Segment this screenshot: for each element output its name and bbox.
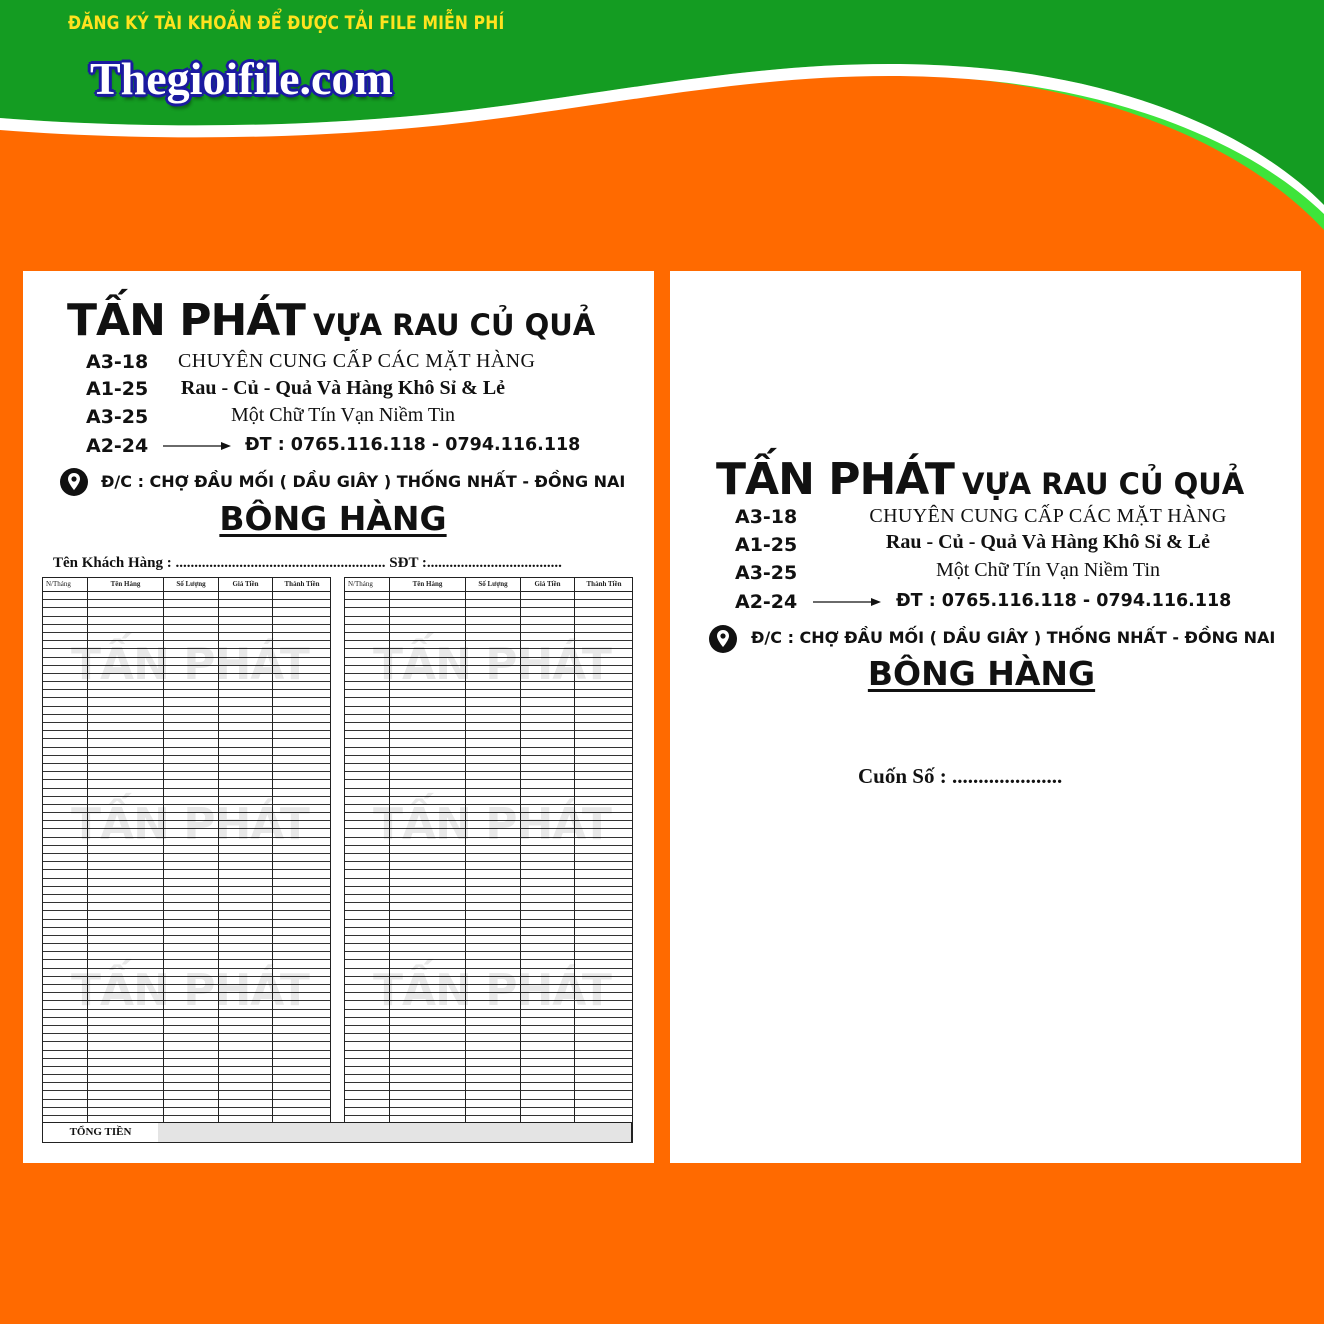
column-header-amount: Thành Tiền — [284, 580, 320, 588]
download-banner — [0, 0, 1324, 240]
column-header-amount: Thành Tiền — [586, 580, 622, 588]
arrow-right-icon — [163, 440, 231, 452]
service-line: CHUYÊN CUNG CẤP CÁC MẶT HÀNG — [869, 505, 1227, 527]
brand-tagline: VỰA RAU CỦ QUẢ — [312, 308, 596, 342]
total-row — [42, 1122, 632, 1143]
stall-code: A3-18 — [86, 351, 149, 373]
stall-code: A1-25 — [86, 378, 149, 400]
motto-line: Một Chữ Tín Vạn Niềm Tin — [230, 404, 456, 426]
stall-code: A3-25 — [735, 562, 798, 584]
phone-numbers: ĐT : 0765.116.118 - 0794.116.118 — [245, 435, 581, 455]
location-pin-icon — [708, 624, 738, 654]
watermark-text: TẤN PHÁT — [373, 799, 611, 850]
column-divider — [465, 578, 466, 1142]
column-divider — [218, 578, 219, 1142]
total-value-field — [158, 1123, 631, 1142]
column-divider — [389, 578, 390, 1142]
brand-name: TẤN PHÁT — [67, 295, 305, 346]
column-divider — [87, 578, 88, 1142]
column-header-price: Giá Tiền — [534, 580, 561, 588]
site-logo[interactable]: Thegioifile.com — [90, 53, 393, 104]
form-header — [23, 295, 654, 555]
stall-code: A2-24 — [735, 591, 798, 613]
watermark-text: TẤN PHÁT — [71, 799, 309, 850]
column-header-month: N/Tháng — [46, 580, 71, 588]
column-divider — [574, 578, 575, 1142]
total-label: TỔNG TIỀN — [69, 1126, 132, 1138]
motto-line: Một Chữ Tín Vạn Niềm Tin — [935, 559, 1161, 581]
watermark-text: TẤN PHÁT — [373, 965, 611, 1016]
address: Đ/C : CHỢ ĐẦU MỐI ( DẦU GIÂY ) THỐNG NHẤT - ĐỒNG NAI — [101, 472, 626, 491]
watermark-text: TẤN PHÁT — [71, 639, 309, 690]
column-header-item: Tên Hàng — [412, 580, 443, 588]
column-header-item: Tên Hàng — [110, 580, 141, 588]
cover-header — [670, 454, 1301, 714]
phone-numbers: ĐT : 0765.116.118 - 0794.116.118 — [896, 591, 1232, 611]
service-line: CHUYÊN CUNG CẤP CÁC MẶT HÀNG — [178, 350, 536, 372]
column-header-quantity: Số Lượng — [478, 580, 508, 588]
receipt-cover-sheet — [670, 271, 1301, 1163]
products-line: Rau - Củ - Quả Và Hàng Khô Sỉ & Lẻ — [180, 377, 506, 399]
receipt-form-sheet — [23, 271, 654, 1163]
customer-info-line: Tên Khách Hàng : ........................................................ SĐT :.................................... — [53, 555, 562, 571]
arrow-right-icon — [813, 596, 881, 608]
watermark-text: TẤN PHÁT — [373, 639, 611, 690]
stall-code: A2-24 — [86, 435, 149, 457]
banner-tagline: ĐĂNG KÝ TÀI KHOẢN ĐỂ ĐƯỢC TẢI FILE MIỄN PHÍ — [68, 12, 505, 34]
book-number: Cuốn Số : ..................... — [858, 764, 1063, 788]
products-line: Rau - Củ - Quả Và Hàng Khô Sỉ & Lẻ — [885, 531, 1211, 553]
column-divider — [520, 578, 521, 1142]
brand — [716, 454, 1244, 505]
column-header-quantity: Số Lượng — [176, 580, 206, 588]
column-header-price: Giá Tiền — [232, 580, 259, 588]
banner-wave-graphic — [0, 0, 1324, 240]
column-header-month: N/Tháng — [348, 580, 373, 588]
items-table-left — [42, 577, 331, 1143]
brand-name: TẤN PHÁT — [716, 454, 954, 505]
watermark-text: TẤN PHÁT — [71, 965, 309, 1016]
location-pin-icon — [59, 467, 89, 497]
document-title: BÔNG HÀNG — [867, 654, 1096, 693]
document-title: BÔNG HÀNG — [219, 499, 447, 538]
brand — [67, 295, 595, 346]
column-divider — [272, 578, 273, 1142]
stall-code: A3-18 — [735, 506, 798, 528]
address: Đ/C : CHỢ ĐẦU MỐI ( DẦU GIÂY ) THỐNG NHẤT - ĐỒNG NAI — [751, 628, 1276, 647]
column-divider — [163, 578, 164, 1142]
stall-code: A3-25 — [86, 406, 149, 428]
stall-code: A1-25 — [735, 534, 798, 556]
brand-tagline: VỰA RAU CỦ QUẢ — [961, 467, 1245, 501]
items-table-right — [344, 577, 633, 1143]
